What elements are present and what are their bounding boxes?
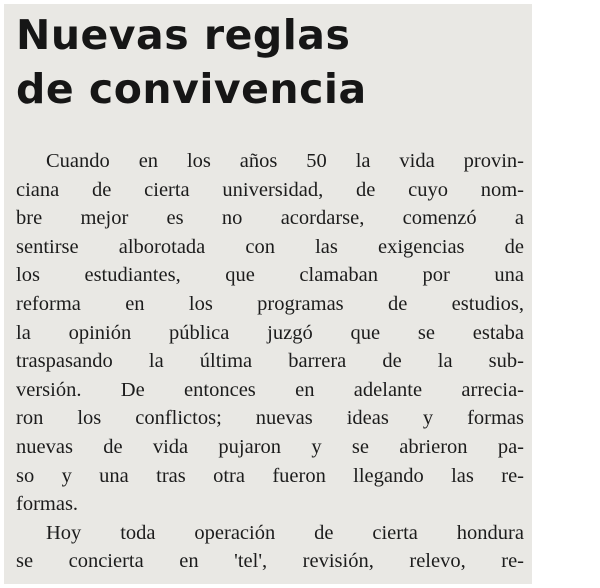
text-line: sentirse alborotada con las exigencias de bbox=[16, 235, 524, 258]
text-line: ron los conflictos; nuevas ideas y formas bbox=[16, 407, 524, 430]
newspaper-clipping bbox=[4, 4, 532, 584]
text-line: Hoy toda operación de cierta hondura bbox=[46, 521, 524, 544]
text-line: la opinión pública juzgó que se estaba bbox=[16, 321, 524, 344]
text-line: Cuando en los años 50 la vida provin- bbox=[46, 150, 524, 172]
headline-line: de convivencia bbox=[16, 65, 367, 113]
text-line: ciana de cierta universidad, de cuyo nom- bbox=[16, 178, 524, 201]
text-line: reforma en los programas de estudios, bbox=[16, 292, 524, 315]
text-line: so y una tras otra fueron llegando las re- bbox=[16, 464, 524, 487]
paragraph-2 bbox=[16, 519, 524, 576]
text-line: los estudiantes, que clamaban por una bbox=[16, 264, 524, 287]
text-line: nuevas de vida pujaron y se abrieron pa- bbox=[16, 435, 524, 458]
paragraph-1 bbox=[16, 147, 524, 519]
text-line: formas. bbox=[16, 493, 79, 516]
article-headline bbox=[16, 8, 367, 116]
text-line: versión. De entonces en adelante arrecia- bbox=[16, 378, 524, 401]
text-line: se concierta en 'tel', revisión, relevo, re- bbox=[16, 550, 524, 573]
text-line: bre mejor es no acordarse, comenzó a bbox=[16, 207, 524, 230]
text-line: traspasando la última barrera de la sub- bbox=[16, 350, 524, 373]
headline-line: Nuevas reglas bbox=[16, 11, 351, 59]
article-body bbox=[16, 147, 524, 576]
